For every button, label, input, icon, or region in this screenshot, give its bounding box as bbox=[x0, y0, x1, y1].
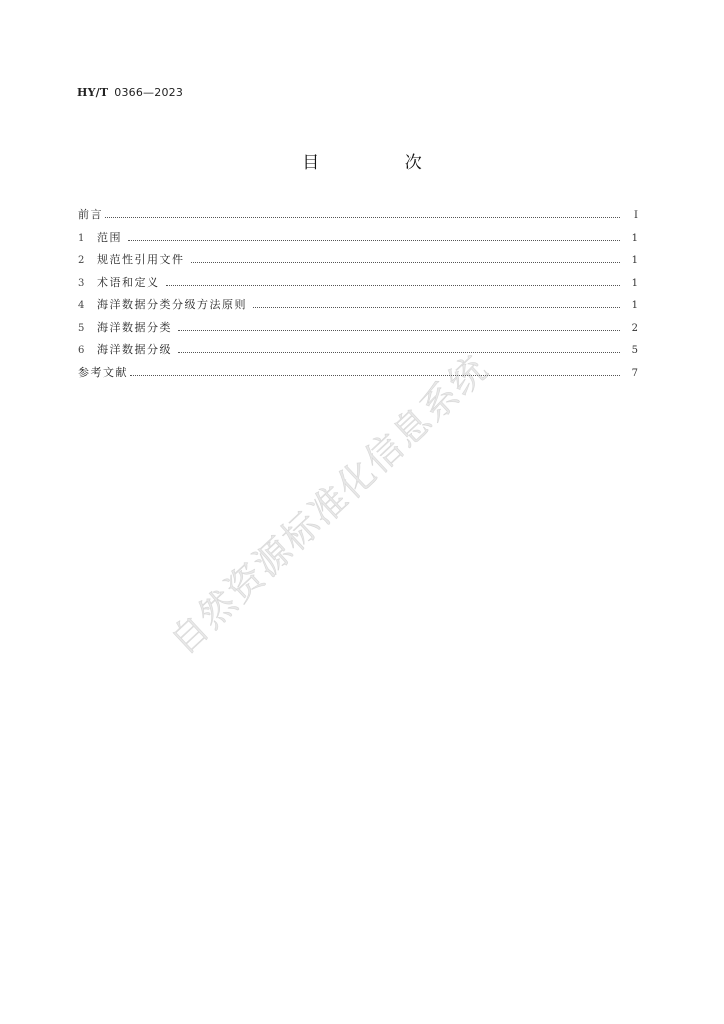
toc-dot-leader bbox=[178, 329, 620, 331]
toc-dot-leader bbox=[105, 216, 620, 218]
toc-entry-label: 海洋数据分级 bbox=[97, 343, 172, 356]
toc-entry-classification-principles[interactable] bbox=[78, 296, 638, 319]
toc-title: 目 次 bbox=[302, 153, 462, 173]
toc-page-number: 1 bbox=[631, 300, 638, 311]
toc-page-number: Ⅰ bbox=[634, 210, 638, 221]
toc-entry-foreword[interactable] bbox=[78, 206, 638, 229]
toc-entry-scope[interactable] bbox=[78, 229, 638, 252]
toc-entry-label: 参考文献 bbox=[78, 365, 128, 379]
toc-dot-leader bbox=[166, 284, 621, 286]
toc-entry-label: 范围 bbox=[97, 230, 122, 244]
toc-entry-number: 2 bbox=[78, 255, 85, 266]
standard-number: 0366—2023 bbox=[114, 86, 184, 99]
toc-dot-leader bbox=[128, 239, 620, 241]
toc-entry-number: 1 bbox=[78, 232, 85, 244]
toc-entry-number: 5 bbox=[78, 322, 85, 334]
toc-page-number: 2 bbox=[631, 322, 638, 334]
toc-page-number: 5 bbox=[631, 345, 638, 356]
toc-page-number: 1 bbox=[631, 232, 638, 244]
toc-entry-label: 海洋数据分类 bbox=[97, 320, 172, 334]
toc-entry-label: 术语和定义 bbox=[97, 275, 160, 289]
toc-entry-label: 海洋数据分类分级方法原则 bbox=[97, 298, 247, 311]
toc-entry-data-classification[interactable] bbox=[78, 319, 638, 342]
toc-dot-leader bbox=[130, 374, 620, 376]
toc-entry-normative-references[interactable] bbox=[78, 251, 638, 274]
toc-entry-label: 前言 bbox=[78, 208, 103, 221]
toc-entry-terms-definitions[interactable] bbox=[78, 274, 638, 297]
toc-page-number: 1 bbox=[631, 277, 638, 289]
toc-entry-bibliography[interactable] bbox=[78, 364, 638, 387]
toc-dot-leader bbox=[253, 306, 620, 308]
toc-entry-number: 6 bbox=[78, 345, 85, 356]
toc-dot-leader bbox=[191, 261, 621, 263]
toc-page-number: 1 bbox=[631, 255, 638, 266]
table-of-contents bbox=[78, 206, 638, 386]
toc-entry-label: 规范性引用文件 bbox=[97, 253, 185, 266]
standard-prefix: HY/T bbox=[77, 86, 109, 99]
standard-code bbox=[77, 86, 183, 99]
toc-entry-number: 4 bbox=[78, 300, 85, 311]
toc-entry-data-grading[interactable] bbox=[78, 341, 638, 364]
watermark-text: 自然资源标准化信息系统 bbox=[163, 347, 497, 663]
toc-entry-number: 3 bbox=[78, 277, 85, 289]
toc-dot-leader bbox=[178, 351, 620, 353]
toc-page-number: 7 bbox=[631, 367, 638, 379]
